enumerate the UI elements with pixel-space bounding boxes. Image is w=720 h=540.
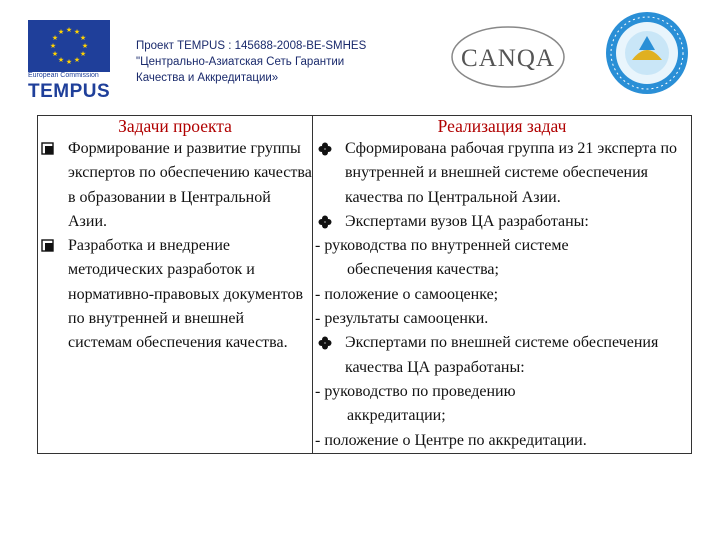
project-line: "Центрально-Азиатская Сеть Гарантии [136, 56, 345, 68]
square-bullet-icon [41, 142, 54, 155]
diamond-bullet-icon [318, 336, 332, 350]
slide-header [0, 0, 720, 108]
sub-list [313, 234, 691, 331]
svg-text:★: ★ [49, 42, 57, 50]
left-column-header: Задачи проекта [38, 116, 313, 138]
list-item [38, 137, 312, 234]
svg-text:★: ★ [57, 28, 65, 36]
svg-text:★: ★ [79, 50, 87, 58]
table-row [38, 137, 692, 453]
list-item [38, 234, 312, 355]
sub-line: обеспечения качества; [347, 261, 499, 279]
svg-text:★: ★ [51, 34, 59, 42]
svg-text:★: ★ [65, 26, 73, 34]
right-column-header: Реализация задач [313, 116, 692, 138]
eu-flag-icon [28, 20, 110, 72]
svg-text:★: ★ [81, 42, 89, 50]
svg-text:★: ★ [51, 50, 59, 58]
sub-line: - руководство по проведению [315, 382, 516, 400]
sub-line: - руководства по внутренней системе [315, 237, 569, 255]
project-title [136, 38, 436, 86]
task-text: Формирование и развитие группы экспертов по обеспечению качества в образовании в Центральной Азии. [68, 140, 312, 230]
result-text: Экспертами по внешней системе обеспечения качества ЦА разработаны: [345, 334, 659, 376]
svg-text:★: ★ [65, 58, 73, 66]
diamond-bullet-icon [318, 215, 332, 229]
canqa-logo [448, 22, 568, 92]
project-line: Проект TEMPUS : 145688-2008-BE-SMHES [136, 40, 367, 52]
svg-text:★: ★ [57, 56, 65, 64]
square-bullet-icon [41, 239, 54, 252]
svg-text:★: ★ [79, 34, 87, 42]
table-header-row [38, 116, 692, 138]
sub-line: - положение о Центре по аккредитации. [315, 431, 587, 449]
list-item [313, 137, 691, 210]
list-item [313, 210, 691, 234]
accreditation-seal-icon [604, 10, 690, 96]
task-text: Разработка и внедрение методических разработок и нормативно-правовых документов по внутренней и внешней системам обеспечения качества. [68, 237, 304, 352]
canqa-text: CANQA [461, 45, 555, 72]
implementation-cell [313, 137, 692, 453]
eu-tempus-logo [28, 20, 110, 100]
eu-caption: European Commission [28, 72, 99, 79]
sub-line: аккредитации; [347, 407, 446, 425]
result-text: Сформирована рабочая группа из 21 эксперта по внутренней и внешней системе обеспечения качества по Центральной Азии. [345, 140, 678, 206]
sub-list [313, 380, 691, 453]
svg-text:★: ★ [73, 56, 81, 64]
svg-text:★: ★ [73, 28, 81, 36]
sub-line: - результаты самооценки. [315, 310, 489, 328]
sub-line: - положение о самооценке; [315, 285, 499, 303]
result-text: Экспертами вузов ЦА разработаны: [345, 212, 589, 230]
project-line: Качества и Аккредитации» [136, 72, 279, 84]
tasks-cell [38, 137, 313, 453]
list-item [313, 331, 691, 380]
tempus-wordmark: TEMPUS [28, 81, 111, 102]
diamond-bullet-icon [318, 142, 332, 156]
tasks-table [37, 115, 692, 454]
